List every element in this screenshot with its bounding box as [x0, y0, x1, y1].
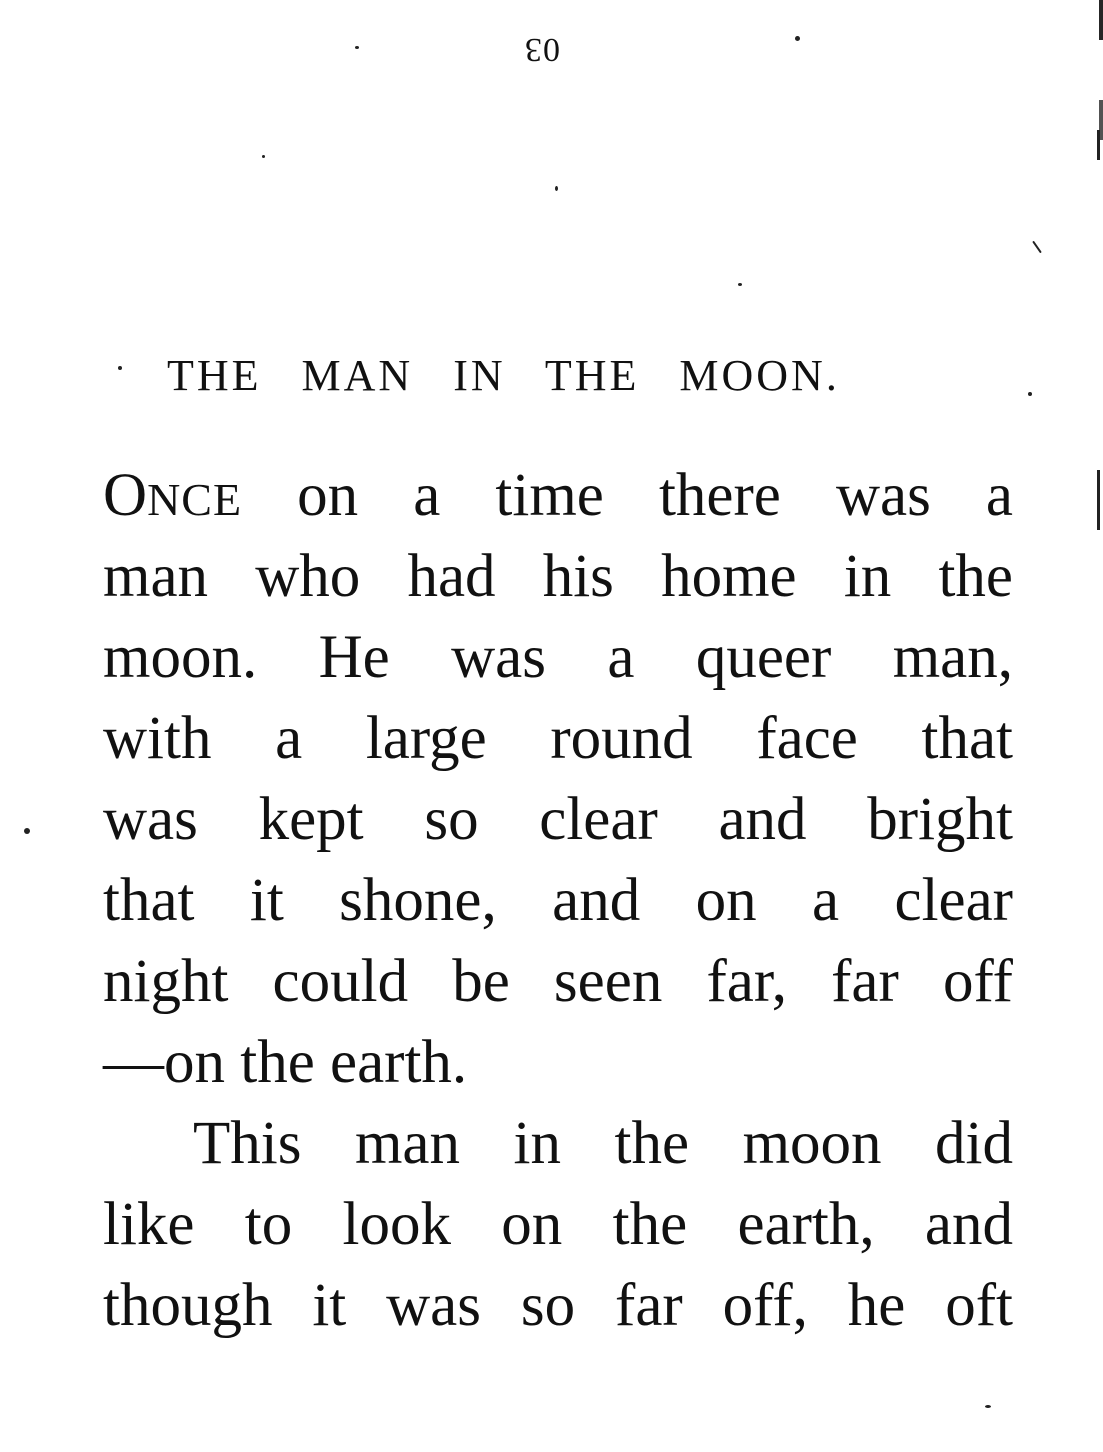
initial-letter: O	[103, 462, 148, 529]
small-caps-word: NCE	[147, 474, 243, 525]
body-text	[103, 455, 1013, 1346]
print-speck	[985, 1405, 991, 1408]
text-line: that it shone, and on a clear	[103, 867, 1013, 934]
text-line: man who had his home in the	[103, 543, 1013, 610]
print-speck	[262, 155, 265, 158]
print-speck	[24, 828, 30, 834]
edge-mark	[1097, 130, 1100, 160]
page-number-text: 03	[523, 31, 560, 68]
text-line: —on the earth.	[103, 1029, 468, 1096]
text-line: like to look on the earth, and	[103, 1191, 1013, 1258]
text-line: with a large round face that	[103, 705, 1013, 772]
text-line	[103, 455, 1013, 536]
print-speck	[555, 186, 558, 191]
edge-mark	[1097, 470, 1100, 530]
print-speck	[738, 283, 742, 286]
text-line: moon. He was a queer man,	[103, 624, 1013, 691]
text-line: This man in the moon did	[193, 1110, 1013, 1177]
page-edge-shadow	[1099, 0, 1103, 1452]
text-line: though it was so far off, he oft	[103, 1272, 1013, 1339]
print-speck	[118, 366, 122, 370]
chapter-title: THE MAN IN THE MOON.	[167, 351, 840, 400]
print-speck	[1032, 241, 1042, 254]
text-line-rest: on a time there was a	[242, 462, 1013, 529]
page-number	[0, 30, 1083, 68]
text-line: was kept so clear and bright	[103, 786, 1013, 853]
text-line: night could be seen far, far off	[103, 948, 1013, 1015]
print-speck	[1028, 392, 1032, 396]
